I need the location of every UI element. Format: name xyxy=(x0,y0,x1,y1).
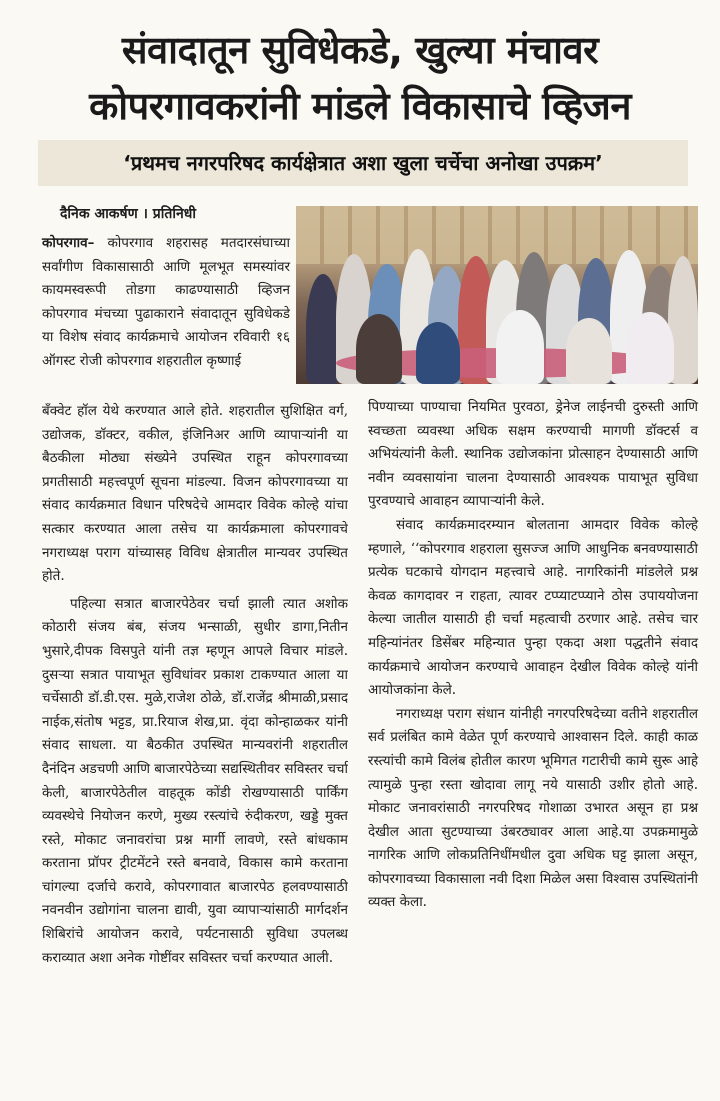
intro-paragraph-continued: बँक्वेट हॉल येथे करण्यात आले होते. शहरातील सुशिक्षित वर्ग, उद्योजक, डॉक्टर, वकील, इंजिनिअर आणि व्यापाऱ्यांनी या बैठकीला मोठ्या संख्येने उपस्थित राहून कोपरगावच्या प्रगतीसाठी महत्त्वपूर्ण सूचना मांडल्या. विजन कोपरगावच्या या संवाद कार्यक्रमात विधान परिषदेचे आमदार विवेक कोल्हे यांचा सत्कार करण्यात आला तसेच या कार्यक्रमाला कोपरगावचे नगराध्यक्ष पराग यांच्यासह विविध क्षेत्रातील मान्यवर उपस्थित होते. xyxy=(42,403,348,585)
column-2 xyxy=(368,396,698,915)
col2-paragraph-2: संवाद कार्यक्रमादरम्यान बोलताना आमदार विवेक कोल्हे म्हणाले, ‘‘कोपरगाव शहराला सुसज्ज आणि आधुनिक बनवण्यासाठी प्रत्येक घटकाचे योगदान महत्त्वाचे आहे. नागरिकांनी मांडलेले प्रश्न केवळ कागदावर न राहता, त्यावर टप्प्याटप्प्याने ठोस उपाययोजना केल्या जातील यासाठी ही चर्चा महत्वाची ठरणार आहे. तसेच चार महिन्यांनंतर डिसेंबर महिन्यात पुन्हा एकदा अशा पद्धतीने संवाद कार्यक्रमाचे आयोजन करण्याचे आवाहन देखील विवेक कोल्हे यांनी आयोजकांना केले. xyxy=(368,516,698,699)
col2-paragraph-1: पिण्याच्या पाण्याचा नियमित पुरवठा, ड्रेनेज लाईनची दुरुस्ती आणि स्वच्छता व्यवस्था अधिक सक्षम करण्याची मागणी डॉक्टर्स व अभियंत्यांनी केली. स्थानिक उद्योजकांना प्रोत्साहन देण्यासाठी आणि नवीन व्यवसायांना चालना देण्यासाठी आवश्यक पायाभूत सुविधा पुरवण्याचे आवाहन व्यापाऱ्यांनी केले. xyxy=(368,399,698,510)
byline: दैनिक आकर्षण । प्रतिनिधी xyxy=(60,206,196,222)
subheadline: ‘प्रथमच नगरपरिषद कार्यक्षेत्रात अशा खुला चर्चेचा अनोखा उपक्रम’ xyxy=(38,140,688,186)
column-1 xyxy=(42,400,348,1098)
headline-line-1: संवादातून सुविधेकडे, खुल्या मंचावर xyxy=(121,28,599,72)
headline xyxy=(0,22,720,134)
dateline: कोपरगाव– xyxy=(42,235,95,251)
column-1-top xyxy=(42,232,290,374)
col1-paragraph-2: पहिल्या सत्रात बाजारपेठेवर चर्चा झाली त्यात अशोक कोठारी संजय बंब, संजय भन्साळी, सुधीर डागा,नितीन भुसारे,दीपक विसपुते यांनी तज्ञ म्हणून आपले विचार मांडले. दुसऱ्या सत्रात पायाभूत सुविधांवर प्रकाश टाकण्यात आला या चर्चेसाठी डॉ.डी.एस. मुळे,राजेश ठोळे, डॉ.राजेंद्र श्रीमाळी,प्रसाद नाईक,संतोष भट्टड, प्रा.रियाज शेख,प्रा. वृंदा कोन्हाळकर यांनी संवाद साधला. या बैठकीत उपस्थित मान्यवरांनी शहरातील दैनंदिन अडचणी आणि बाजारपेठेच्या सद्यस्थितीवर सविस्तर चर्चा केली, बाजारपेठेतील वाहतूक कोंडी रोखण्यासाठी पार्किंग व्यवस्थेचे नियोजन करणे, मुख्य रस्त्यांचे रुंदीकरण, खड्डे मुक्त रस्ते, मोकाट जनावरांचा प्रश्न मार्गी लावणे, रस्ते बांधकाम करताना प्रॉपर ट्रीटमेंटने रस्ते बनवावे, विकास कामे करताना चांगल्या दर्जाचे करावे, कोपरगावात बाजारपेठ हलवण्यासाठी नवनवीन उद्योगांना चालना द्यावी, युवा व्यापाऱ्यांसाठी मार्गदर्शन शिबिरांचे आयोजन करावे, पर्यटनासाठी सुविधा उपलब्ध कराव्यात अशा अनेक गोष्टींवर सविस्तर चर्चा करण्यात आली. xyxy=(42,595,348,966)
intro-paragraph: कोपरगाव शहरासह मतदारसंघाच्या सर्वांगीण विकासासाठी आणि मूलभूत समस्यांवर कायमस्वरूपी तोडगा काढण्यासाठी व्हिजन कोपरगाव मंचच्या पुढाकाराने संवादातून सुविधेकडे या विशेष संवाद कार्यक्रमाचे आयोजन रविवारी १६ ऑगस्ट रोजी कोपरगाव शहरातील कृष्णाई xyxy=(42,235,290,369)
col2-paragraph-3: नगराध्यक्ष पराग संधान यांनीही नगरपरिषदेच्या वतीने शहरातील सर्व प्रलंबित कामे वेळेत पूर्ण करण्याचे आश्वासन दिले. काही काळ रस्त्यांची कामे विलंब होतील कारण भूमिगत गटारीची कामे सुरू आहे त्यामुळे पुन्हा रस्ता खोदावा लागू नये यासाठी उशीर होतो आहे. मोकाट जनावरांसाठी नगरपरिषद गोशाळा उभारत असून हा प्रश्न देखील आता सुटण्याच्या उंबरठ्यावर आला आहे.या उपक्रमामुळे नागरिक आणि लोकप्रतिनिधींमधील दुवा अधिक घट्ट झाला असून, कोपरगावच्या विकासाला नवी दिशा मिळेल असा विश्वास उपस्थितांनी व्यक्त केला. xyxy=(368,705,698,911)
headline-line-2: कोपरगावकरांनी मांडले विकासाचे व्हिजन xyxy=(89,84,631,128)
meeting-photo-icon xyxy=(296,206,698,384)
